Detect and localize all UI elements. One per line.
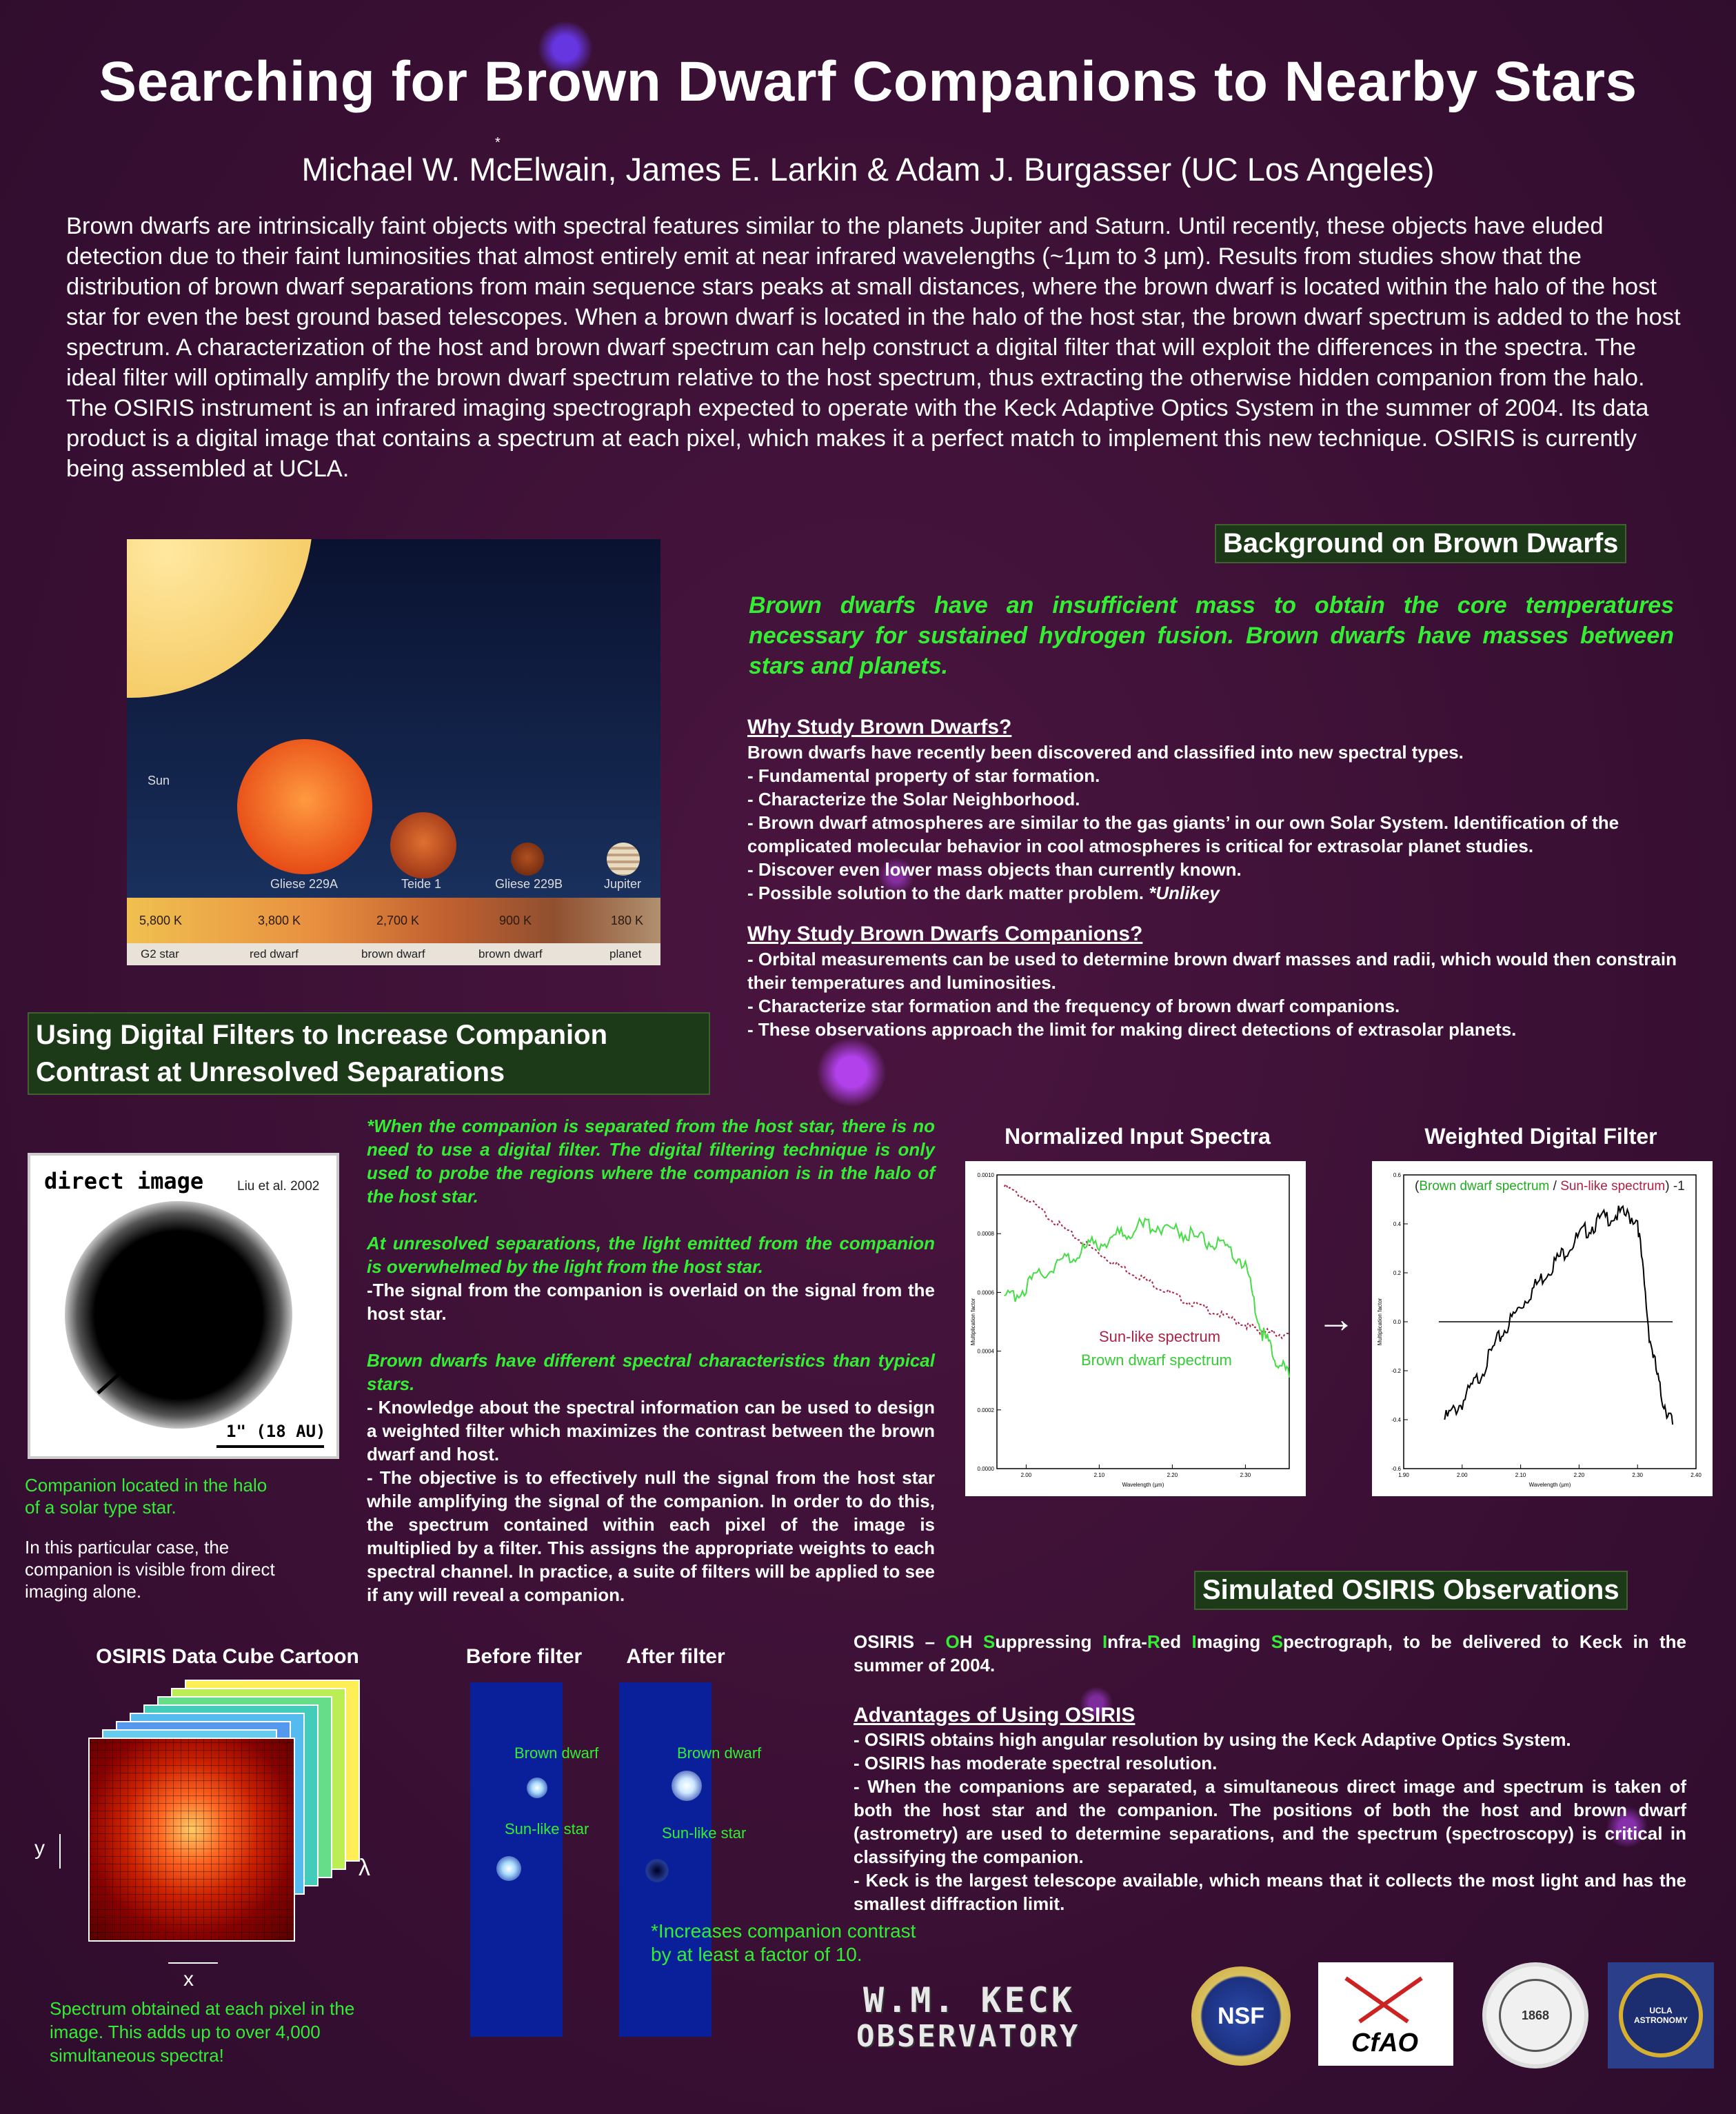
y-tick-label: 0.0 bbox=[1393, 1319, 1401, 1325]
comp-line: - These observations approach the limit for making direct detections of extrasolar planets. bbox=[747, 1019, 1517, 1040]
def-letter: S bbox=[1271, 1631, 1284, 1652]
filter-open: ( bbox=[1415, 1179, 1420, 1194]
keck-logo bbox=[849, 1975, 1173, 2064]
type-1: G2 star bbox=[141, 947, 179, 960]
spectra-title-right: Weighted Digital Filter bbox=[1424, 1124, 1657, 1149]
authors: Michael W. McElwain, James E. Larkin & Adam J. Burgasser (UC Los Angeles) bbox=[301, 151, 1435, 188]
why-line: Brown dwarfs have recently been discovered and classified into new spectral types. bbox=[747, 742, 1464, 763]
def-word: uppressing bbox=[995, 1631, 1102, 1652]
scale-bar bbox=[216, 1445, 324, 1448]
def-word: pectrograph, to be delivered to Keck in the summer of 2004. bbox=[854, 1631, 1687, 1675]
axis-y-arrow bbox=[59, 1834, 61, 1869]
series-line-1 bbox=[1005, 1185, 1289, 1338]
temp-4: 900 K bbox=[499, 913, 532, 927]
adv-line: - Keck is the largest telescope available, which means that it collects the most light and has the smallest diffraction limit. bbox=[854, 1870, 1686, 1914]
y-tick-label: 0.0004 bbox=[977, 1348, 994, 1355]
label-gliese229b: Gliese 229B bbox=[495, 877, 563, 891]
def-pre: OSIRIS – bbox=[854, 1631, 946, 1652]
why-line: - Fundamental property of star formation. bbox=[747, 765, 1100, 786]
label-jupiter: Jupiter bbox=[604, 877, 642, 891]
background-heading: Background on Brown Dwarfs bbox=[1215, 524, 1626, 563]
filter-formula bbox=[1415, 1179, 1685, 1194]
before-star-label: Sun-like star bbox=[505, 1820, 589, 1838]
comp-line: - Characterize star formation and the frequency of brown dwarf companions. bbox=[747, 996, 1400, 1016]
temperature-strip bbox=[127, 898, 660, 943]
nsf-logo-text: NSF bbox=[1218, 2002, 1264, 2029]
y-tick-label: 0.0000 bbox=[977, 1466, 994, 1472]
temp-3: 2,700 K bbox=[376, 913, 420, 927]
y-tick-label: -0.6 bbox=[1391, 1466, 1401, 1472]
companions-heading: Why Study Brown Dwarfs Companions? bbox=[747, 923, 1143, 945]
filter-bd: Brown dwarf spectrum bbox=[1419, 1179, 1550, 1194]
y-tick-label: 0.0008 bbox=[977, 1231, 994, 1238]
def-letter: O bbox=[945, 1631, 960, 1652]
after-filter-title: After filter bbox=[626, 1645, 725, 1668]
filters-p2: At unresolved separations, the light emitted from the companion is overwhelmed by the light from the host star. bbox=[367, 1233, 935, 1277]
data-cube bbox=[88, 1680, 364, 1942]
author-mark: * bbox=[495, 135, 501, 150]
intro-paragraph-1: Brown dwarfs are intrinsically faint objects with spectral features similar to the planets Jupiter and Saturn. Until recently, these objects have eluded detection due to their faint luminosities that almost entirely emit at near infrared wavelengths (~1µm to 3 µm). Results from studies show that the distribution of brown dwarf separations from main sequence stars peaks at small distances, where the brown dwarf is located within the halo of the host star for even the best ground based telescopes. When a brown dwarf is located in the halo of the host star, the brown dwarf spectrum is added to the host spectrum. A characterization of the host and brown dwarf spectrum can help construct a digital filter that will exploit the differences in the spectra. The ideal filter will optimally amplify the brown dwarf spectrum relative to the host spectrum, thus extracting the otherwise hidden companion from the halo. bbox=[66, 213, 1681, 391]
keck-logo-text-1: W.M. KECK bbox=[863, 1980, 1075, 2020]
intro-paragraph-2: The OSIRIS instrument is an infrared imaging spectrograph expected to operate with the Keck Adaptive Optics System in the summer of 2004. Its data product is a digital image that contains a spectrum at each pixel, which makes it a perfect match to implement this new technique. OSIRIS is currently being assembled at UCLA. bbox=[66, 395, 1649, 482]
after-filter-image bbox=[619, 1682, 762, 2037]
why-line: - Characterize the Solar Neighborhood. bbox=[747, 789, 1080, 809]
axis-y-label: y bbox=[34, 1837, 45, 1860]
def-letter: R bbox=[1147, 1631, 1160, 1652]
introduction bbox=[66, 211, 1686, 484]
y-tick-label: -0.2 bbox=[1391, 1368, 1401, 1374]
scale-label: 1" (18 AU) bbox=[226, 1422, 326, 1441]
temp-5: 180 K bbox=[611, 913, 644, 927]
adv-line: - OSIRIS obtains high angular resolution by using the Keck Adaptive Optics System. bbox=[854, 1729, 1571, 1750]
x-tick-label: 2.00 bbox=[1020, 1472, 1032, 1478]
arrow-icon: → bbox=[1317, 1297, 1355, 1340]
direct-image-credit: Liu et al. 2002 bbox=[237, 1179, 320, 1194]
cfao-logo bbox=[1318, 1962, 1453, 2066]
filters-p1: *When the companion is separated from the host star, there is no need to use a digital filter. The digital filtering technique is only used to probe the regions where the companion is in the halo of the host star. bbox=[367, 1116, 935, 1207]
x-tick-label: 2.20 bbox=[1573, 1472, 1585, 1478]
x-axis-label: Wavelength (µm) bbox=[1122, 1482, 1164, 1488]
gliese229b-disc bbox=[511, 843, 544, 876]
cube-caption: Spectrum obtained at each pixel in the image. This adds up to over 4,000 simultaneous spectra! bbox=[50, 1998, 355, 2066]
filters-p3: Brown dwarfs have different spectral characteristics than typical stars. bbox=[367, 1350, 935, 1394]
why-study-section bbox=[747, 714, 1677, 1041]
y-tick-label: 0.2 bbox=[1393, 1270, 1401, 1276]
x-tick-label: 2.40 bbox=[1690, 1472, 1702, 1478]
type-4: brown dwarf bbox=[478, 947, 543, 960]
y-axis-label: Multiplication factor bbox=[970, 1298, 976, 1346]
filter-close: ) -1 bbox=[1665, 1179, 1685, 1194]
x-tick-label: 2.00 bbox=[1457, 1472, 1468, 1478]
y-tick-label: 0.0010 bbox=[977, 1172, 994, 1178]
cfao-red-stroke bbox=[1358, 1977, 1423, 2024]
before-bd-label: Brown dwarf bbox=[514, 1744, 599, 1762]
uc-seal bbox=[1482, 1962, 1588, 2068]
gliese229a-disc bbox=[237, 739, 372, 874]
def-word: maging bbox=[1196, 1631, 1271, 1652]
filters-p2b: -The signal from the companion is overlaid on the signal from the host star. bbox=[367, 1280, 935, 1324]
osiris-definition bbox=[854, 1630, 1686, 1677]
why-line: - Discover even lower mass objects than currently known. bbox=[747, 859, 1242, 880]
comp-line: - Orbital measurements can be used to determine brown dwarf masses and radii, which would then constrain their temperatures and luminosities. bbox=[747, 949, 1677, 993]
filters-p3c: - The objective is to effectively null the signal from the host star while amplifying the signal of the companion. In order to do this, the spectrum contained within each pixel of the image is multiplied by a filter. This assigns the appropriate weights to each spectral channel. In practice, a suite of filters will be applied to see if any will reveal a companion. bbox=[367, 1467, 935, 1605]
teide1-disc bbox=[390, 812, 456, 878]
jupiter-disc bbox=[607, 843, 640, 876]
direct-image-caption-2: In this particular case, the companion is visible from direct imaging alone. bbox=[25, 1537, 275, 1602]
why-line: - Brown dwarf atmospheres are similar to the gas giants’ in our own Solar System. Identification of the complicated molecular behavior in cool atmospheres is critical for extrasolar planet studies. bbox=[747, 812, 1619, 856]
after-bd-spot bbox=[672, 1771, 702, 1801]
x-axis-label: Wavelength (µm) bbox=[1528, 1482, 1571, 1488]
series-line-1 bbox=[1444, 1206, 1673, 1425]
sun-disc bbox=[127, 539, 313, 698]
direct-image-label: direct image bbox=[44, 1168, 204, 1194]
def-letter: I bbox=[1102, 1631, 1108, 1652]
type-strip bbox=[127, 943, 660, 965]
y-tick-label: 0.0002 bbox=[977, 1407, 994, 1413]
type-2: red dwarf bbox=[250, 947, 299, 960]
axis-x-label: x bbox=[183, 1968, 194, 1991]
nsf-logo bbox=[1191, 1966, 1291, 2066]
axis-lambda-label: λ bbox=[359, 1855, 370, 1881]
uc-seal-year: 1868 bbox=[1521, 2008, 1550, 2022]
filters-text bbox=[367, 1114, 935, 1607]
direct-image-panel bbox=[28, 1153, 339, 1459]
direct-image-caption-1: Companion located in the halo of a solar type star. bbox=[25, 1475, 268, 1518]
x-tick-label: 2.20 bbox=[1167, 1472, 1178, 1478]
input-spectra-chart bbox=[965, 1161, 1306, 1496]
temp-1: 5,800 K bbox=[139, 913, 183, 927]
def-letter: S bbox=[983, 1631, 996, 1652]
cfao-red-stroke bbox=[1344, 1977, 1409, 2024]
y-tick-label: 0.4 bbox=[1393, 1221, 1401, 1227]
x-tick-label: 2.30 bbox=[1240, 1472, 1251, 1478]
stars-figure bbox=[127, 539, 660, 965]
why-last-text: - Possible solution to the dark matter problem. bbox=[747, 883, 1149, 903]
before-filter-title: Before filter bbox=[465, 1645, 583, 1668]
x-tick-label: 1.90 bbox=[1398, 1472, 1409, 1478]
after-star-spot bbox=[645, 1859, 669, 1882]
label-gliese229a: Gliese 229A bbox=[270, 877, 339, 891]
cube-front-image bbox=[88, 1738, 295, 1942]
before-star-spot-real bbox=[496, 1856, 521, 1881]
y-tick-label: 0.0006 bbox=[977, 1289, 994, 1296]
after-star-label: Sun-like star bbox=[662, 1824, 747, 1842]
adv-line: - When the companions are separated, a simultaneous direct image and spectrum is taken of both the host star and the companion. The positions of both the host and brown dwarf (astrometry) are used to determine separations, and the spectrum (spectroscopy) is critical in classifying the companion. bbox=[854, 1776, 1686, 1867]
cfao-logo-text: CfAO bbox=[1351, 2029, 1419, 2057]
filter-slash: / bbox=[1549, 1179, 1561, 1194]
filters-heading: Using Digital Filters to Increase Companion Contrast at Unresolved Separations bbox=[28, 1012, 710, 1095]
adv-line: - OSIRIS has moderate spectral resolution. bbox=[854, 1753, 1218, 1773]
label-teide1: Teide 1 bbox=[401, 877, 442, 891]
type-5: planet bbox=[609, 947, 642, 960]
legend-bd: Brown dwarf spectrum bbox=[1081, 1351, 1232, 1369]
y-axis-label: Multiplication factor bbox=[1377, 1298, 1383, 1346]
osiris-heading: Simulated OSIRIS Observations bbox=[1194, 1571, 1628, 1610]
background-lead: Brown dwarfs have an insufficient mass to obtain the core temperatures necessary for sustained hydrogen fusion. Brown dwarfs have masses between stars and planets. bbox=[749, 592, 1674, 679]
plot-frame bbox=[997, 1175, 1289, 1469]
poster-title: Searching for Brown Dwarf Companions to Nearby Stars bbox=[99, 50, 1637, 113]
x-tick-label: 2.10 bbox=[1093, 1472, 1105, 1478]
axis-x-arrow bbox=[168, 1962, 218, 1964]
osiris-text bbox=[854, 1630, 1686, 1915]
label-sun: Sun bbox=[148, 774, 170, 787]
why-last-italic: *Unlikey bbox=[1149, 883, 1220, 903]
legend-sun: Sun-like spectrum bbox=[1099, 1328, 1221, 1345]
def-word: nfra- bbox=[1107, 1631, 1147, 1652]
filters-p3b: - Knowledge about the spectral information can be used to design a weighted filter which maximizes the contrast between the brown dwarf and host. bbox=[367, 1397, 935, 1464]
def-word: ed bbox=[1160, 1631, 1192, 1652]
after-bd-label: Brown dwarf bbox=[677, 1744, 762, 1762]
def-letter: I bbox=[1191, 1631, 1197, 1652]
spectra-title-left: Normalized Input Spectra bbox=[1005, 1124, 1271, 1149]
before-bd-spot-real bbox=[527, 1778, 547, 1798]
x-tick-label: 2.10 bbox=[1515, 1472, 1526, 1478]
digital-filter-svg bbox=[1372, 1161, 1713, 1496]
cube-title: OSIRIS Data Cube Cartoon bbox=[96, 1645, 359, 1668]
why-study-heading: Why Study Brown Dwarfs? bbox=[747, 716, 1012, 738]
advantages-heading: Advantages of Using OSIRIS bbox=[854, 1704, 1136, 1727]
contrast-note: *Increases companion contrast by at least a factor of 10. bbox=[651, 1920, 916, 1965]
x-tick-label: 2.30 bbox=[1632, 1472, 1643, 1478]
keck-logo-text-2: OBSERVATORY bbox=[856, 2019, 1080, 2054]
y-tick-label: 0.6 bbox=[1393, 1172, 1401, 1178]
why-line-last bbox=[747, 881, 1677, 905]
filter-sun: Sun-like spectrum bbox=[1560, 1179, 1666, 1194]
type-3: brown dwarf bbox=[361, 947, 425, 960]
digital-filter-chart bbox=[1372, 1161, 1713, 1496]
def-word: H bbox=[959, 1631, 983, 1652]
ucla-astronomy-logo bbox=[1608, 1962, 1714, 2068]
y-tick-label: -0.4 bbox=[1391, 1417, 1401, 1423]
temp-2: 3,800 K bbox=[258, 913, 301, 927]
ucla-logo-text: UCLA ASTRONOMY bbox=[1634, 2006, 1688, 2025]
